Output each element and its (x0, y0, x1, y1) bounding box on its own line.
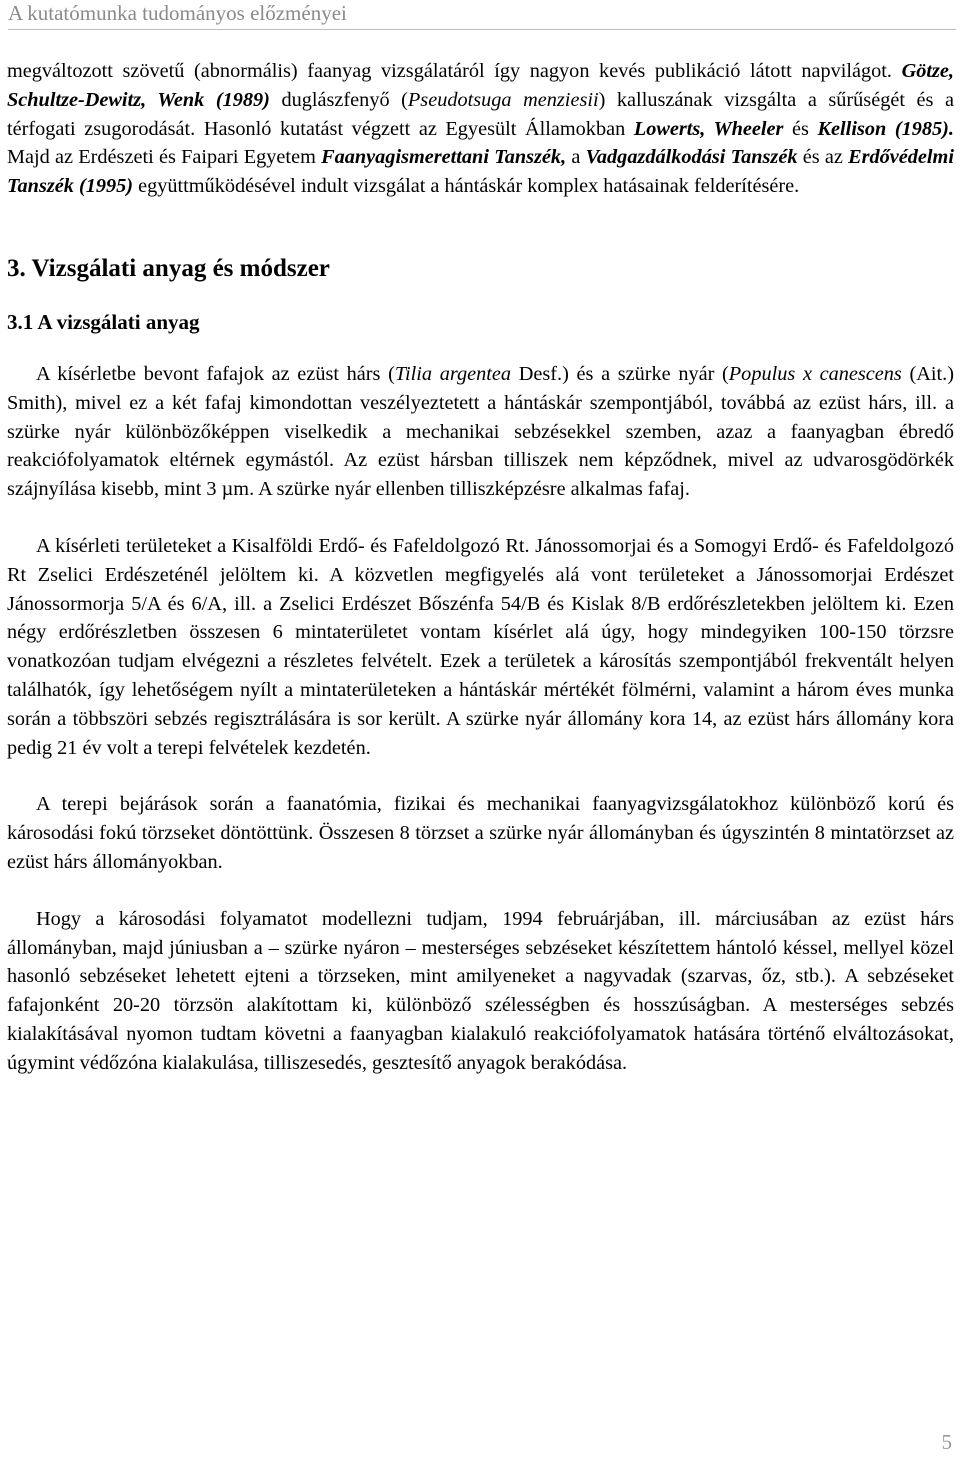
section-heading: 3. Vizsgálati anyag és módszer (7, 254, 330, 282)
running-header: A kutatómunka tudományos előzményei (8, 0, 956, 30)
paragraph-species: A kísérletbe bevont fafajok az ezüst hárs (Tilia argentea Desf.) és a szürke nyár (Populus x canescens (Ait.) Smith), mivel ez a két fafaj kimondottan veszélyeztetett a hántáskár szempontjából, továbbá az ezüst hárs, ill. a szürke nyár különbözőképpen viselkedik a mechanikai sebzésekkel szemben, azaz a faanyagban ébredő reakciófolyamatok eltérnek egymástól. Az ezüst hársban tilliszek nem képződnek, mivel az udvarosgödörkék szájnyílása kisebb, mint 3 µm. A szürke nyár ellenben tilliszképzésre alkalmas fafaj. (7, 362, 954, 501)
subsection-heading: 3.1 A vizsgálati anyag (7, 309, 200, 334)
species-populus: Populus x canescens (728, 362, 902, 385)
species-pseudotsuga: Pseudotsuga menziesii (407, 88, 599, 111)
paragraph-field: A terepi bejárások során a faanatómia, fizikai és mechanikai faanyagvizsgálatokhoz különböző korú és károsodási fokú törzseket döntöttünk. Összesen 8 törzset a szürke nyár állományban és úgyszintén 8 mintatörzset az ezüst hárs állományokban. (7, 793, 954, 873)
citation-lowerts: Lowerts, Wheeler (633, 117, 784, 140)
department-erdovedelmi: Erdővédelmi Tanszék (1995) (7, 146, 954, 198)
species-tilia: Tilia argentea (394, 362, 512, 385)
citation-gotze: Götze, Schultze-Dewitz, Wenk (1989) (7, 60, 954, 111)
paragraph-areas: A kísérleti területeket a Kisalföldi Erdő- és Fafeldolgozó Rt. Jánossomorjai és a Somogyi Erdő- és Fafeldolgozó Rt Zselici Erdészeténél jelöltem ki. A közvetlen megfigyelés alá vont területeket a Jánossomorjai Erdészet Jánossormorja 5/A és 6/A, ill. a Zselici Erdészet Bőszénfa 54/B és Kislak 8/B erdőrészletekben jelöltem ki. Ezen négy erdőrészletben összesen 6 mintaterületet vontam kísérlet alá úgy, hogy mindegyiken 100-150 törzsre vonatkozóan tudjam elvégezni a részletes felvételt. Ezek a területek a károsítás szempontjából frekventált helyen találhatók, így lehetőségem nyílt a mintaterületeken a hántáskár mértékét fölmérni, valamint a három éves munka során a többszöri sebzés regisztrálására is sor került. A szürke nyár állomány kora 14, az ezüst hárs állomány kora pedig 21 év volt a terepi felvételek kezdetén. (7, 534, 954, 759)
department-faanyag: Faanyagismerettani Tanszék, (321, 146, 567, 169)
department-vadgazd: Vadgazdálkodási Tanszék (585, 146, 798, 169)
paragraph-intro: megváltozott szövetű (abnormális) faanyag vizsgálatáról így nagyon kevés publikáció látott napvilágot. Götze, Schultze-Dewitz, Wenk (1989) duglászfenyő (Pseudotsuga menziesii) kalluszának vizsgálta a sűrűségét és a térfogati zsugorodását. Hasonló kutatást végzett az Egyesült Államokban Lowerts, Wheeler és Kellison (1985). Majd az Erdészeti és Faipari Egyetem Faanyagismerettani Tanszék, a Vadgazdálkodási Tanszék és az Erdővédelmi Tanszék (1995) együttműködésével indult vizsgálat a hántáskár komplex hatásainak felderítésére. (7, 60, 954, 198)
paragraph-wounding: Hogy a károsodási folyamatot modellezni tudjam, 1994 februárjában, ill. márciusában az ezüst hárs állományban, majd júniusban a – szürke nyáron – mesterséges sebzéseket készítettem hántoló késsel, mellyel közel hasonló sebzéseket lehetett ejteni a törzseken, mint amilyeneket a nagyvadak (szarvas, őz, stb.). A sebzéseket fafajonként 20-20 törzsön alakítottam ki, különböző szélességben és hosszúságban. A mesterséges sebzés kialakításával nyomon tudtam követni a faanyagban kialakuló reakciófolyamatok hatására történő elváltozásokat, úgymint védőzóna kialakulása, tilliszesedés, gesztesítő anyagok berakódása. (7, 907, 954, 1074)
page-number: 5 (941, 1430, 952, 1454)
page-body (7, 57, 954, 1078)
citation-kellison: Kellison (1985). (817, 117, 954, 140)
